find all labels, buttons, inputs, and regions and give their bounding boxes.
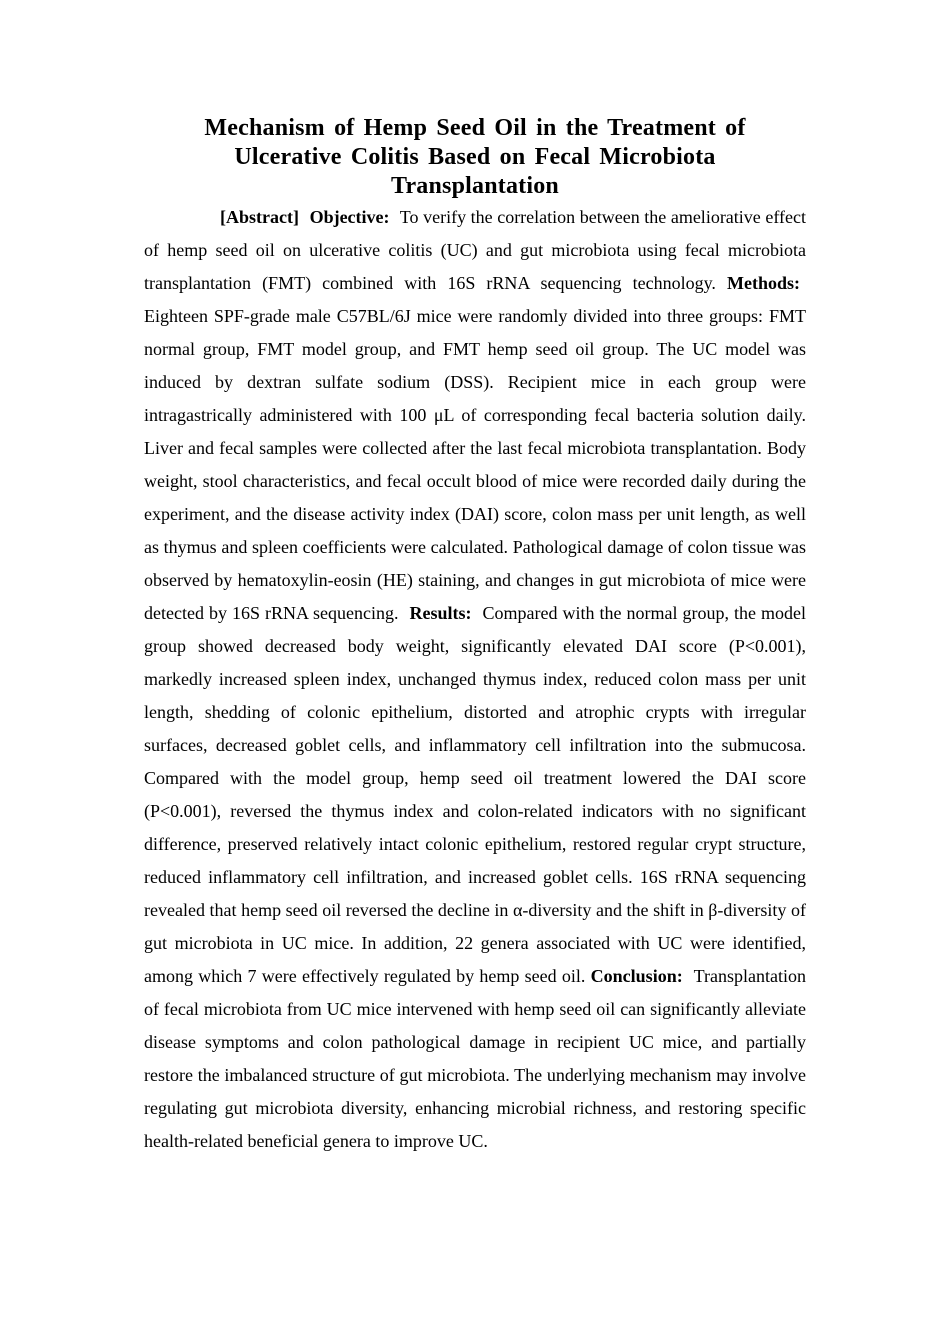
- conclusion-text: Transplantation of fecal microbiota from UC mice intervened with hemp seed oil can significantly alleviate disease symptoms and colon pathological damage in recipient UC mice, and partially restore the imbalanced structure of gut microbiota. The underlying mechanism may involve regulating gut microbiota diversity, enhancing microbial richness, and restoring specific health-related beneficial genera to improve UC.: [144, 966, 806, 1151]
- objective-text: To verify the correlation between the ameliorative effect of hemp seed oil on ulcerative colitis (UC) and gut microbiota using fecal microbiota transplantation (FMT) combined with 16S rRNA sequencing technology.: [144, 207, 806, 293]
- title-line-1: Mechanism of Hemp Seed Oil in the Treatment of: [204, 115, 746, 141]
- paper-title: [144, 114, 806, 201]
- conclusion-label: Conclusion:: [590, 966, 683, 986]
- abstract-label: [Abstract]: [220, 207, 299, 227]
- title-line-2: Ulcerative Colitis Based on Fecal Microbiota: [234, 144, 716, 170]
- paper-page: [144, 114, 806, 1158]
- results-text: Compared with the normal group, the model group showed decreased body weight, significantly elevated DAI score (P<0.001), markedly increased spleen index, unchanged thymus index, reduced colon mass per unit length, shedding of colonic epithelium, distorted and atrophic crypts with irregular surfaces, decreased goblet cells, and inflammatory cell infiltration into the submucosa. Compared with the model group, hemp seed oil treatment lowered the DAI score (P<0.001), reversed the thymus index and colon-related indicators with no significant difference, preserved relatively intact colonic epithelium, restored regular crypt structure, reduced inflammatory cell infiltration, and increased goblet cells. 16S rRNA sequencing revealed that hemp seed oil reversed the decline in α-diversity and the shift in β-diversity of gut microbiota in UC mice. In addition, 22 genera associated with UC were identified, among which 7 were effectively regulated by hemp seed oil.: [144, 603, 807, 986]
- abstract-paragraph: [144, 201, 806, 1158]
- methods-label: Methods:: [727, 273, 800, 293]
- results-label: Results:: [409, 603, 472, 623]
- methods-text: Eighteen SPF-grade male C57BL/6J mice were randomly divided into three groups: FMT normal group, FMT model group, and FMT hemp seed oil group. The UC model was induced by dextran sulfate sodium (DSS). Recipient mice in each group were intragastrically administered with 100 μL of corresponding fecal bacteria solution daily. Liver and fecal samples were collected after the last fecal microbiota transplantation. Body weight, stool characteristics, and fecal occult blood of mice were recorded daily during the experiment, and the disease activity index (DAI) score, colon mass per unit length, as well as thymus and spleen coefficients were calculated. Pathological damage of colon tissue was observed by hematoxylin-eosin (HE) staining, and changes in gut microbiota of mice were detected by 16S rRNA sequencing.: [144, 306, 806, 623]
- title-line-3: Transplantation: [391, 173, 559, 199]
- objective-label: Objective:: [309, 207, 390, 227]
